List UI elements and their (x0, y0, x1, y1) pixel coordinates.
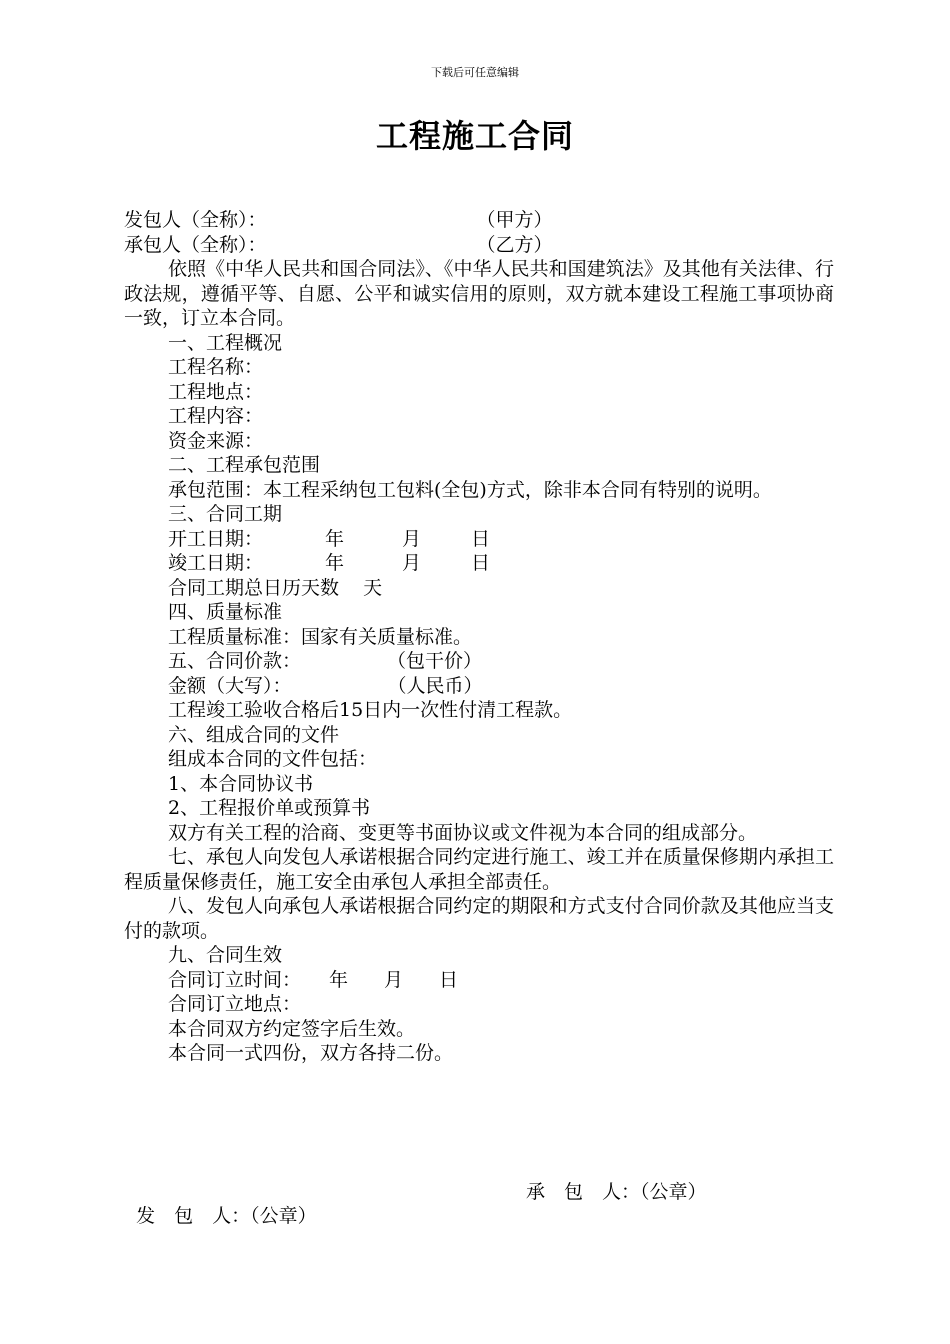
start-date-label: 开工日期： (168, 527, 264, 550)
end-month: 月 (402, 552, 422, 574)
header-note: 下载后可任意编辑 (431, 66, 519, 79)
signing-place-line: 合同订立地点： (168, 993, 302, 1015)
signature-row (124, 1180, 834, 1252)
employer-line (124, 208, 834, 233)
start-date-line (124, 527, 834, 552)
signing-month: 月 (384, 968, 404, 991)
sec1-heading: 一、工程概况 (168, 331, 283, 354)
copies-line: 本合同一式四份，双方各持二份。 (168, 1042, 454, 1064)
start-year: 年 (325, 527, 345, 550)
payment-line: 工程竣工验收合格后15日内一次性付清工程款。 (168, 699, 573, 721)
signing-year: 年 (329, 968, 349, 991)
project-location-field: 工程地点： (168, 380, 264, 403)
amount-suffix: （人民币） (387, 674, 483, 697)
intro-paragraph: 依照《中华人民共和国合同法》、《中华人民共和国建筑法》及其他有关法律、行政法规，遵循平等、自愿、公平和诚实信用的原则，双方就本建设工程施工事项协商一致，订立本合同。 (124, 258, 834, 329)
funding-source-field: 资金来源： (168, 429, 264, 452)
contractor-role: （乙方） (476, 233, 553, 256)
end-date-label: 竣工日期： (168, 552, 264, 574)
sec2-heading: 二、工程承包范围 (168, 454, 321, 476)
amount-label: 金额（大写）： (168, 674, 292, 697)
sec6-paragraph: 双方有关工程的洽商、变更等书面协议或文件视为本合同的组成部分。 (168, 821, 758, 844)
employer-label: 发包人（全称）： (124, 209, 267, 231)
employer-signature: 发 包 人：（公章） (136, 1205, 317, 1227)
signing-day: 日 (439, 968, 459, 991)
sec4-heading: 四、质量标准 (168, 601, 283, 623)
sec5-heading-suffix: （包干价） (387, 650, 483, 672)
project-content-field: 工程内容： (168, 405, 264, 427)
sec5-heading-line (124, 649, 834, 674)
total-days-line: 合同工期总日历天数 天 (168, 576, 383, 599)
contractor-line (124, 233, 834, 258)
end-year: 年 (325, 552, 345, 574)
start-day: 日 (471, 527, 491, 550)
sec6-item-1: 1、本合同协议书 (168, 772, 314, 795)
start-month: 月 (402, 527, 422, 550)
project-name-field: 工程名称： (168, 356, 264, 378)
contractor-label: 承包人（全称）： (124, 233, 267, 256)
contractor-signature: 承 包 人：（公章） (526, 1181, 707, 1203)
document-title: 工程施工合同 (375, 117, 574, 155)
sec2-paragraph: 承包范围：本工程采纳包工包料(全包)方式，除非本合同有特别的说明。 (168, 478, 772, 501)
sec6-item-2: 2、工程报价单或预算书 (168, 797, 371, 819)
contract-body (124, 208, 834, 1066)
sec6-heading: 六、组成合同的文件 (168, 723, 340, 746)
sec7-paragraph: 七、承包人向发包人承诺根据合同约定进行施工、竣工并在质量保修期内承担工程质量保修责任，施工安全由承包人承担全部责任。 (124, 846, 834, 893)
signing-time-line (124, 968, 834, 993)
sec6-intro: 组成本合同的文件包括： (168, 748, 378, 770)
signing-time-label: 合同订立时间： (168, 968, 302, 991)
end-date-line (124, 551, 834, 576)
sec9-heading: 九、合同生效 (168, 944, 283, 966)
sec3-heading: 三、合同工期 (168, 503, 283, 525)
quality-standard-line: 工程质量标准：国家有关质量标准。 (168, 625, 473, 648)
sec8-paragraph: 八、发包人向承包人承诺根据合同约定的期限和方式支付合同价款及其他应当支付的款项。 (124, 895, 834, 942)
end-day: 日 (471, 552, 491, 574)
sec5-heading: 五、合同价款： (168, 650, 302, 672)
amount-line (124, 674, 834, 699)
effect-line: 本合同双方约定签字后生效。 (168, 1017, 416, 1040)
employer-role: （甲方） (476, 209, 553, 231)
